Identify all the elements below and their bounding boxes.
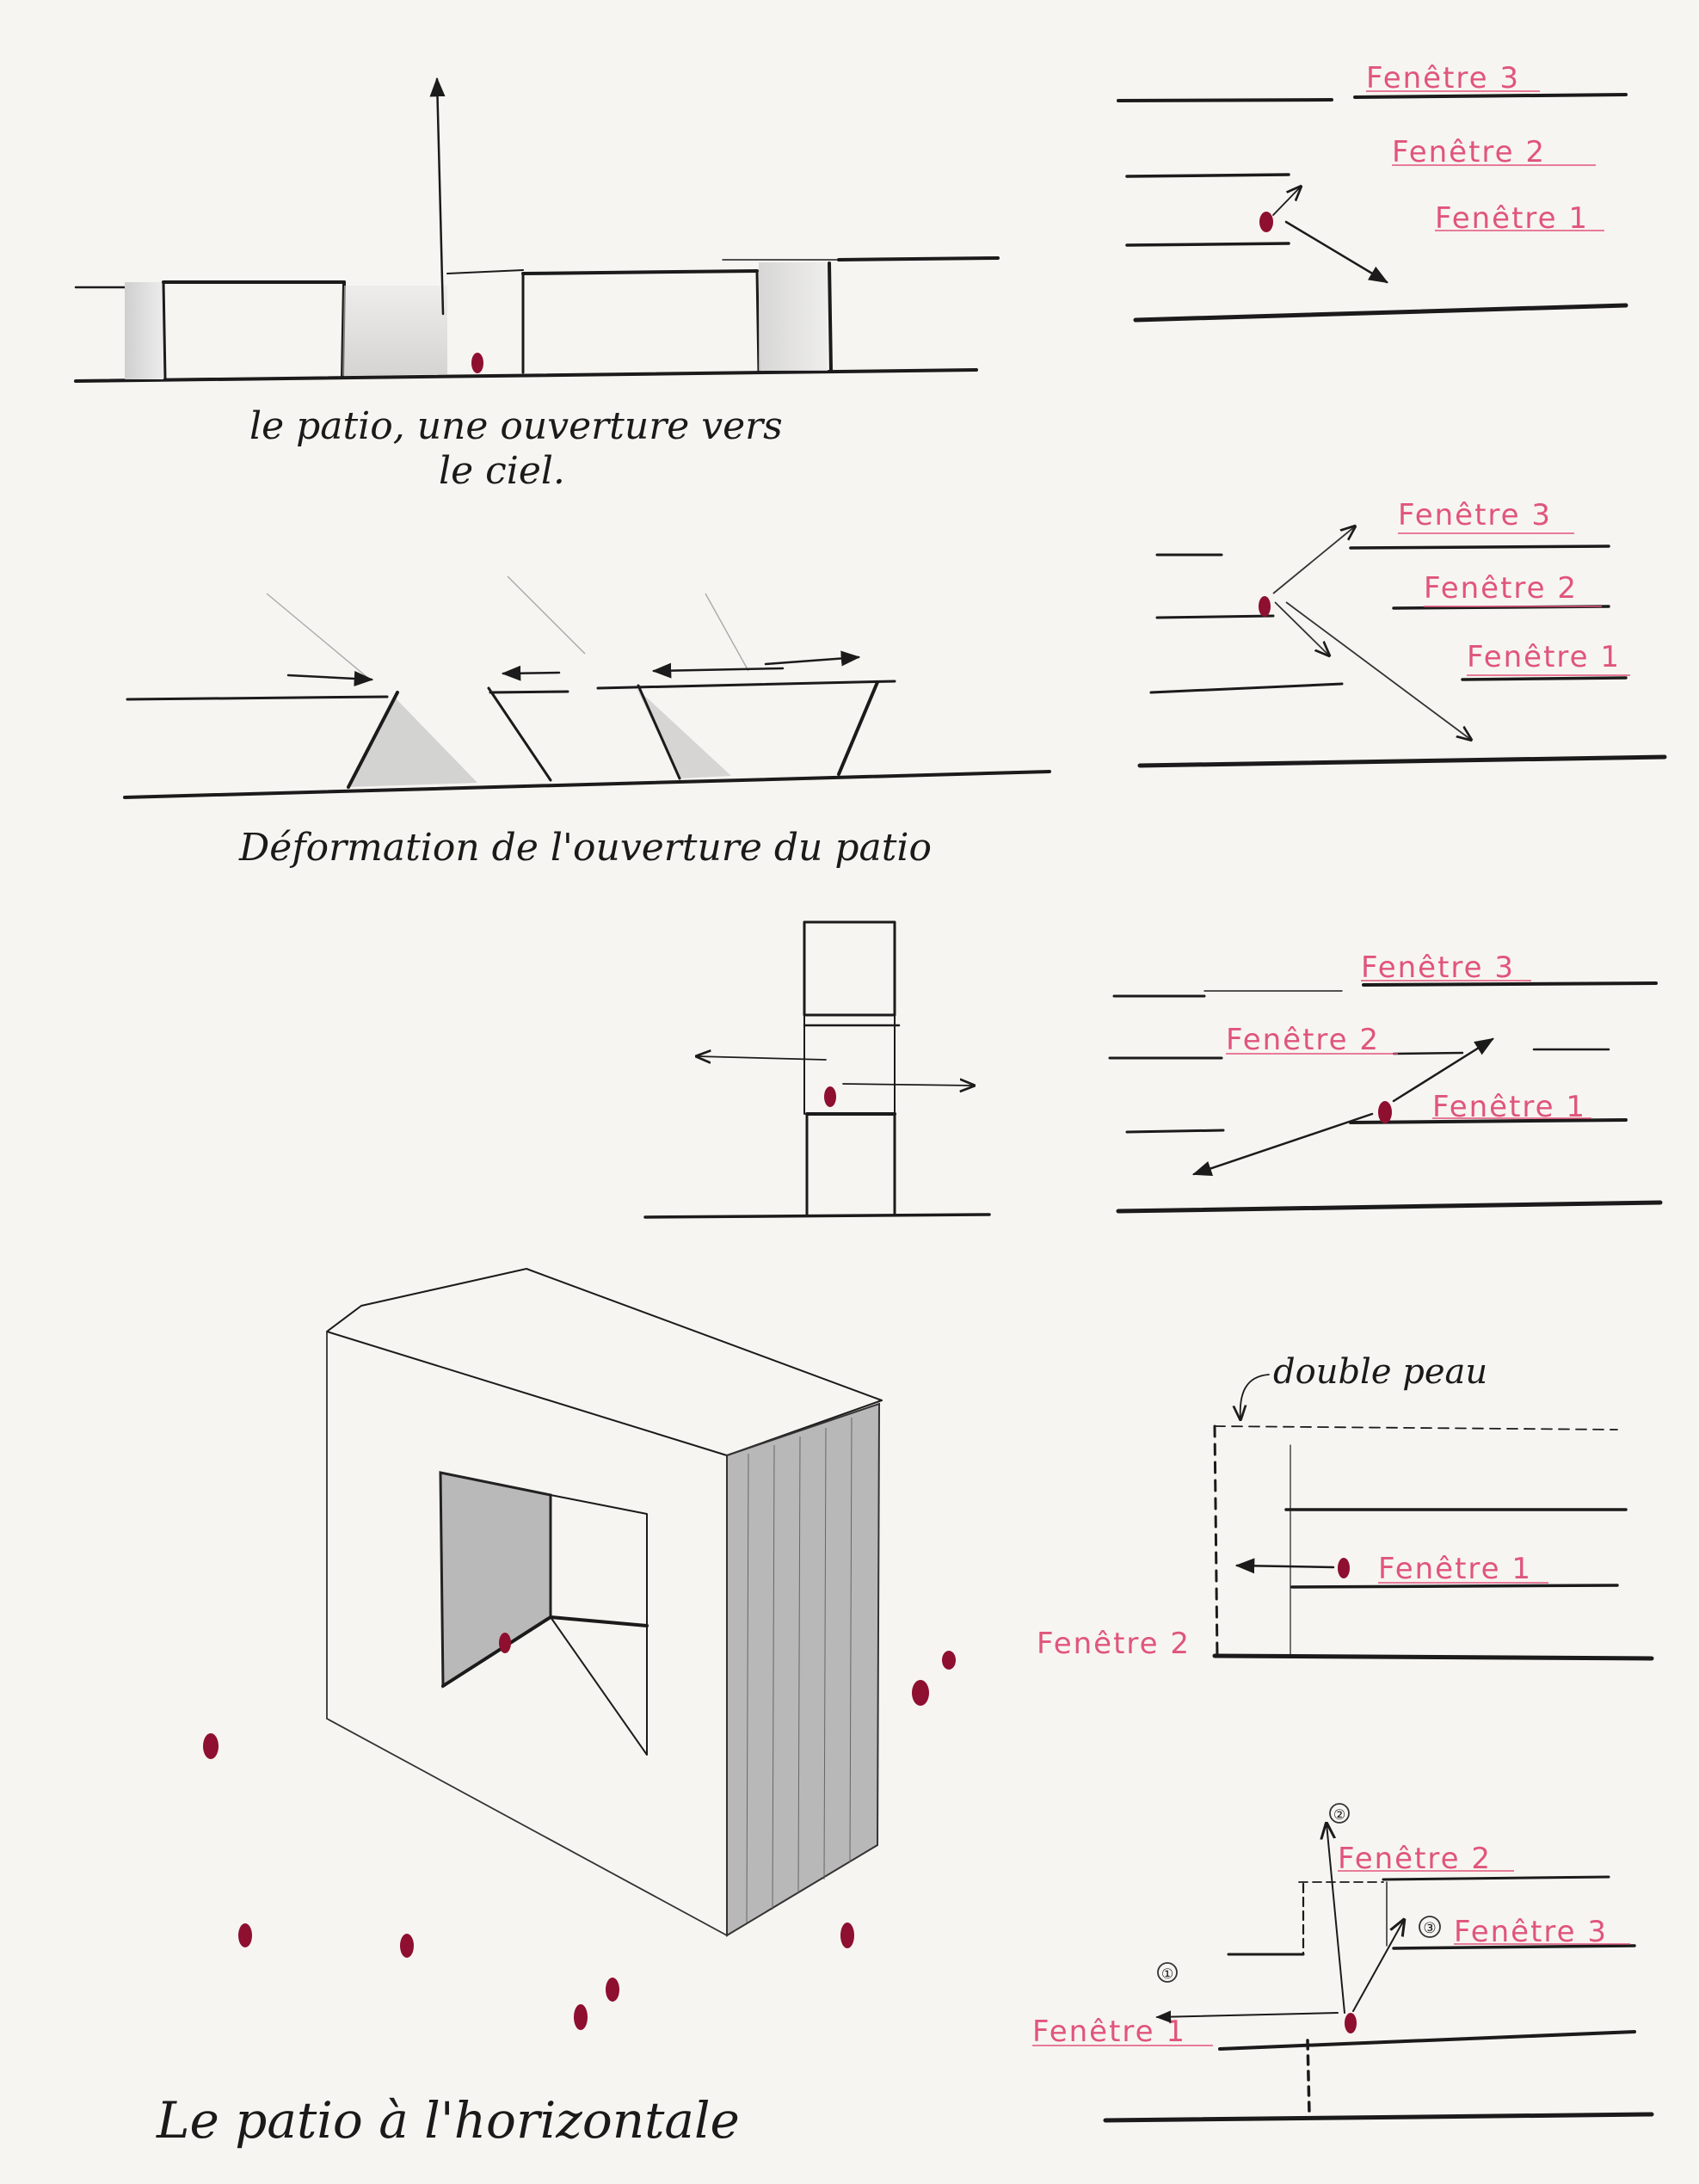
label-fenetre-3: Fenêtre 3 xyxy=(1366,61,1521,95)
person-marker xyxy=(1345,2013,1357,2033)
label-fenetre-1: Fenêtre 1 xyxy=(1435,201,1590,236)
caption-patio-sky-line1: le patio, une ouverture vers xyxy=(249,404,783,448)
diagram-windows-2 xyxy=(1140,498,1665,766)
caption-patio-sky-line2: le ciel. xyxy=(439,449,565,493)
person-marker xyxy=(1259,212,1273,232)
sketch-vertical-section xyxy=(645,922,989,1217)
person-marker xyxy=(840,1923,854,1948)
label-fenetre-3: Fenêtre 3 xyxy=(1361,951,1516,985)
caption-deformation: Déformation de l'ouverture du patio xyxy=(239,826,932,870)
sketch-horizontal-patio xyxy=(156,1269,956,2150)
person-marker xyxy=(1259,596,1271,617)
label-fenetre-3: Fenêtre 3 xyxy=(1398,498,1553,532)
diagram-windows-5 xyxy=(1032,1804,1652,2120)
label-fenetre-1: Fenêtre 1 xyxy=(1432,1090,1587,1124)
label-fenetre-2: Fenêtre 2 xyxy=(1392,135,1547,169)
marker-3: ③ xyxy=(1423,1920,1437,1937)
marker-2: ② xyxy=(1333,1806,1346,1823)
sketch-deformation xyxy=(125,576,1050,870)
person-marker xyxy=(1378,1101,1392,1123)
label-fenetre-1: Fenêtre 1 xyxy=(1378,1552,1533,1586)
diagram-windows-1 xyxy=(1118,61,1626,320)
person-marker xyxy=(238,1923,252,1947)
sketch-patio-sky xyxy=(76,79,998,493)
person-marker xyxy=(606,1978,619,2002)
label-fenetre-1: Fenêtre 1 xyxy=(1467,640,1622,674)
person-marker xyxy=(499,1633,511,1653)
diagram-double-skin xyxy=(1037,1352,1652,1661)
person-marker xyxy=(203,1733,219,1759)
caption-horizontal-patio: Le patio à l'horizontale xyxy=(157,2091,740,2150)
label-fenetre-1: Fenêtre 1 xyxy=(1032,2015,1187,2049)
person-marker xyxy=(574,2004,588,2030)
person-marker xyxy=(1338,1558,1350,1578)
person-marker xyxy=(824,1086,836,1107)
marker-1: ① xyxy=(1160,1966,1174,1982)
label-fenetre-2: Fenêtre 2 xyxy=(1338,1842,1493,1876)
person-marker xyxy=(942,1651,956,1670)
diagram-windows-3 xyxy=(1110,951,1660,1211)
person-marker xyxy=(912,1680,929,1706)
label-fenetre-2: Fenêtre 2 xyxy=(1226,1023,1381,1057)
caption-double-skin: double peau xyxy=(1273,1352,1488,1392)
label-fenetre-2: Fenêtre 2 xyxy=(1037,1627,1191,1661)
label-fenetre-3: Fenêtre 3 xyxy=(1454,1915,1609,1949)
label-fenetre-2: Fenêtre 2 xyxy=(1424,571,1579,606)
person-marker xyxy=(471,353,483,373)
person-marker xyxy=(400,1934,414,1958)
